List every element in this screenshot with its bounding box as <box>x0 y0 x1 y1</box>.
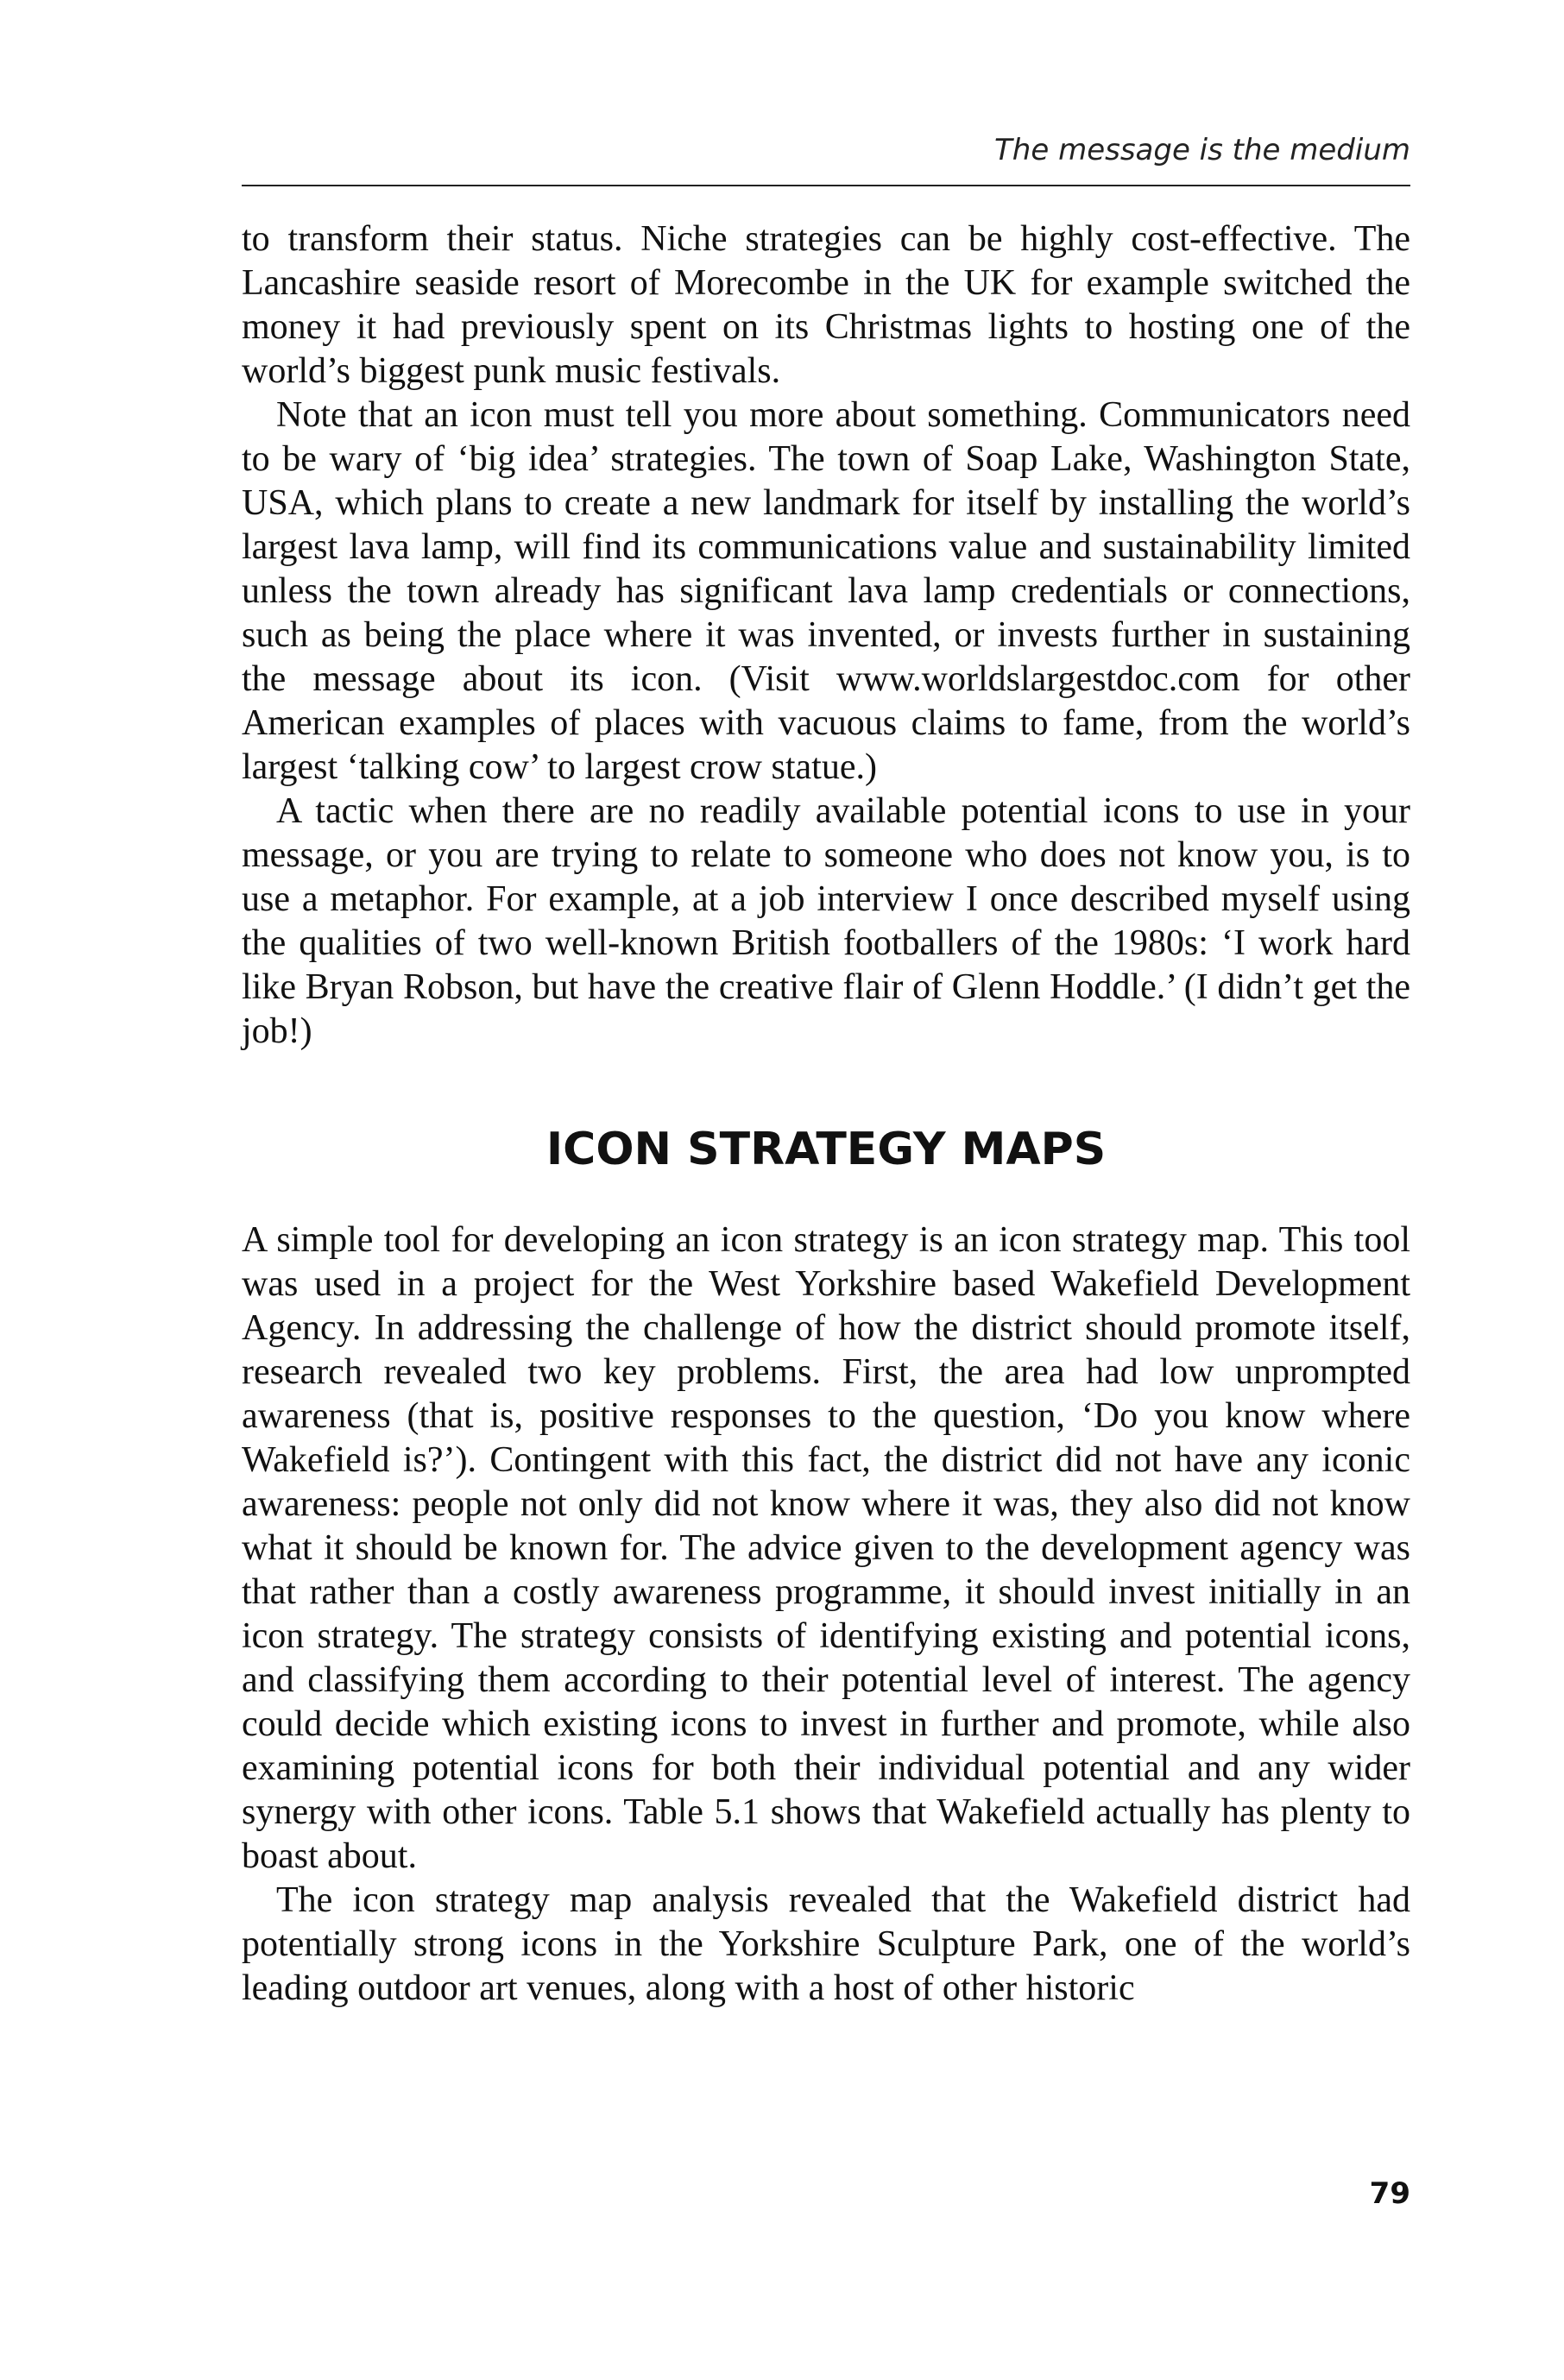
paragraph: The icon strategy map analysis revealed that the Wakefield district had potentially strong icons in the Yorkshire Sculpture Park, one of the world’s leading outdoor art venues, along with a host of other historic <box>242 1880 1410 2008</box>
paragraph: A tactic when there are no readily available potential icons to use in your message, or you are trying to relate to someone who does not know you, is to use a metaphor. For example, at a job interview I once described myself using the qualities of two well-known British footballers of the 1980s: ‘I work hard like Bryan Robson, but have the creative flair of Glenn Hoddle.’ (I didn’t get the job!) <box>242 791 1410 1051</box>
section-heading: ICON STRATEGY MAPS <box>546 1124 1107 1175</box>
body-text <box>242 217 1410 2011</box>
book-page <box>242 129 1410 2339</box>
header-rule <box>242 185 1410 186</box>
paragraph: to transform their status. Niche strategies can be highly cost-effective. The Lancashire seaside resort of Morecombe in the UK for example switched the money it had previously spent on its Christmas lights to hosting one of the world’s biggest punk music festivals. <box>242 219 1410 391</box>
page-number: 79 <box>1369 2176 1410 2211</box>
paragraph: Note that an icon must tell you more about something. Communicators need to be wary of ‘big idea’ strategies. The town of Soap Lake, Washington State, USA, which plans to create a new landmark for itself by installing the world’s largest lava lamp, will find its communications value and sustainability limited unless the town already has significant lava lamp credentials or connections, such as being the place where it was invented, or invests further in sustaining the message about its icon. (Visit www.worldslargestdoc.com for other American examples of places with vacuous claims to fame, from the world’s largest ‘talking cow’ to largest crow statue.) <box>242 395 1410 787</box>
running-header: The message is the medium <box>994 133 1410 167</box>
paragraph: A simple tool for developing an icon strategy is an icon strategy map. This tool was used in a project for the West Yorkshire based Wakefield Development Agency. In addressing the challenge of how the district should promote itself, research revealed two key problems. First, the area had low unprompted awareness (that is, positive responses to the question, ‘Do you know where Wakefield is?’). Contingent with this fact, the district did not have any iconic awareness: people not only did not know where it was, they also did not know what it should be known for. The advice given to the development agency was that rather than a costly awareness programme, it should invest initially in an icon strategy. The strategy consists of identifying existing and potential icons, and classifying them according to their potential level of interest. The agency could decide which existing icons to invest in further and promote, while also examining potential icons for both their individual potential and any wider synergy with other icons. Table 5.1 shows that Wakefield actually has plenty to boast about. <box>242 1220 1410 1876</box>
